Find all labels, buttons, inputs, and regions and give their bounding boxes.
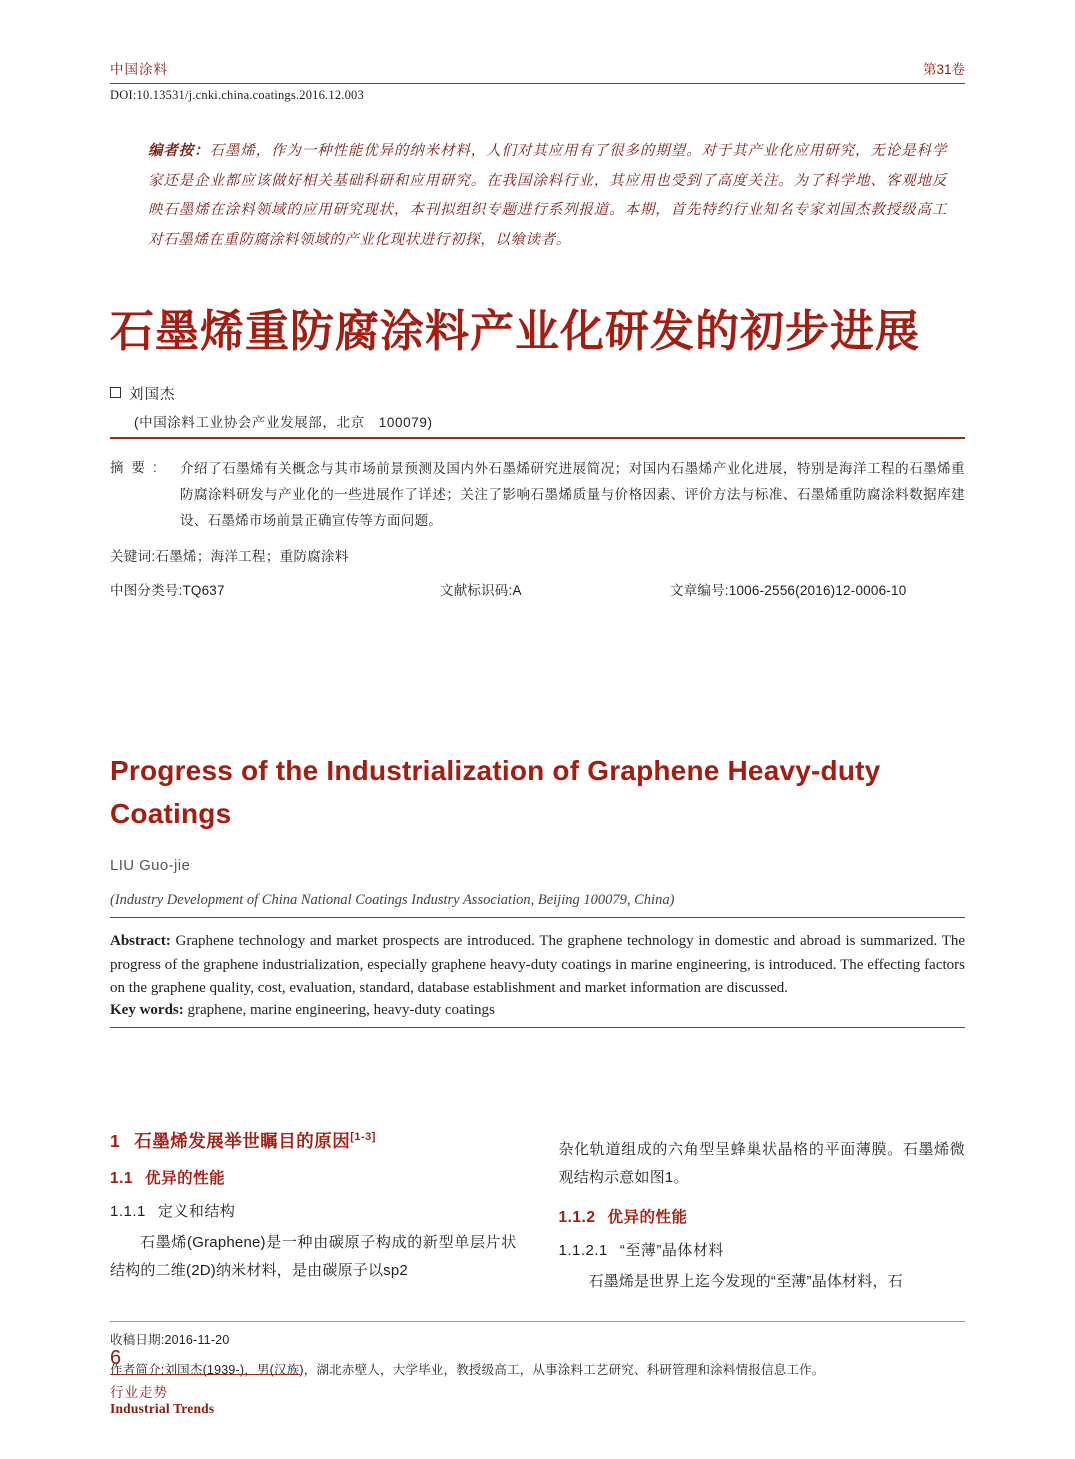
running-head-volume: 第31卷	[922, 62, 965, 77]
editor-note-label: 编者按：	[148, 143, 210, 159]
editor-note	[148, 137, 947, 256]
heading-1-1-2-text: 优异的性能	[607, 1208, 688, 1226]
footer-section-cn: 行业走势	[110, 1385, 168, 1400]
page-number: 6	[110, 1347, 122, 1369]
cn-abstract-text: 介绍了石墨烯有关概念与其市场前景预测及国内外石墨烯研究进展简况；对国内石墨烯产业化进展，特别是海洋工程的石墨烯重防腐涂料研发与产业化的一些进展作了详述；关注了影响石墨烯质量与价格因素、评价方法与标准、石墨烯重防腐涂料数据库建设、石墨烯市场前景正确宣传等方面问题。	[180, 460, 965, 529]
en-title: Progress of the Industrialization of Graphene Heavy-duty Coatings	[110, 754, 881, 829]
heading-1-1-1-number: 1.1.1	[110, 1203, 146, 1221]
cn-keywords-label: 关键词:	[110, 548, 156, 564]
paragraph-right-continued: 杂化轨道组成的六角型呈蜂巢状晶格的平面薄膜。石墨烯微观结构示意如图1。	[558, 1141, 965, 1186]
cn-keywords-text: 石墨烯；海洋工程；重防腐涂料	[155, 548, 349, 564]
doi-text: DOI:10.13531/j.cnki.china.coatings.2016.12.003	[110, 88, 364, 102]
page-title: 石墨烯重防腐涂料产业化研发的初步进展	[110, 306, 920, 356]
doccode-field	[440, 579, 670, 599]
cn-affiliation: (中国涂料工业协会产业发展部，北京 100079)	[134, 415, 433, 431]
en-keywords-text: graphene, marine engineering, heavy-duty coatings	[187, 1002, 495, 1019]
heading-1-text: 石墨烯发展举世瞩目的原因	[134, 1131, 351, 1152]
editor-note-text: 石墨烯，作为一种性能优异的纳米材料，人们对其应用有了很多的期望。对于其产业化应用研究，无论是科学家还是企业都应该做好相关基础科研和应用研究。在我国涂料行业，其应用也受到了高度关注。为了科学地、客观地反映石墨烯在涂料领域的应用研究现状，本刊拟组织专题进行系列报道。本期，首先特约行业知名专家刘国杰教授级高工对石墨烯在重防腐涂料领域的产业化现状进行初探，以飨读者。	[148, 143, 947, 249]
heading-1-1-1-text: 定义和结构	[157, 1203, 236, 1221]
running-head	[110, 58, 965, 81]
doccode-value: A	[512, 582, 522, 598]
cn-meta-row	[110, 579, 965, 599]
heading-1-number: 1	[110, 1131, 121, 1152]
doccode-label: 文献标识码:	[440, 582, 513, 598]
en-abstract	[110, 930, 965, 1000]
en-author: LIU Guo-jie	[110, 857, 191, 875]
header-divider	[110, 83, 965, 84]
heading-1-1-1	[110, 1200, 517, 1221]
body-column-left	[110, 1128, 517, 1295]
heading-1-1-2-1-text: “至薄”晶体材料	[619, 1241, 724, 1259]
heading-1-1-2-1-number: 1.1.2.1	[558, 1241, 608, 1259]
heading-1-reference: [1-3]	[350, 1131, 376, 1144]
square-bullet-icon	[110, 387, 121, 398]
clc-label: 中图分类号:	[110, 582, 183, 598]
paragraph-right: 石墨烯是世界上迄今发现的“至薄”晶体材料，石	[588, 1272, 903, 1290]
cn-author-name: 刘国杰	[129, 387, 176, 404]
en-keywords	[110, 1002, 965, 1019]
clc-value: TQ637	[182, 582, 225, 598]
heading-1-1-number: 1.1	[110, 1170, 134, 1188]
title-divider	[110, 437, 965, 439]
footer-section-en: Industrial Trends	[110, 1401, 215, 1416]
en-bottom-divider	[110, 1027, 965, 1028]
article-number-value: 1006-2556(2016)12-0006-10	[728, 582, 907, 598]
heading-1-1-text: 优异的性能	[145, 1170, 226, 1188]
cn-abstract	[110, 455, 965, 534]
english-block	[110, 749, 965, 1029]
heading-1-1-2	[559, 1205, 966, 1227]
en-affiliation: (Industry Development of China National Coatings Industry Association, Beijing 100079, China)	[110, 892, 675, 909]
en-keywords-label: Key words:	[110, 1002, 184, 1019]
footer-divider	[110, 1374, 300, 1375]
body-columns	[110, 1128, 965, 1295]
page-footer	[110, 1348, 410, 1417]
heading-1-1-2-1	[559, 1239, 966, 1260]
footnote-biography: 作者简介:刘国杰(1939-)，男(汉族)，湖北赤壁人，大学毕业，教授级高工，从事涂料工艺研究、科研管理和涂料情报信息工作。	[110, 1362, 825, 1377]
running-head-journal: 中国涂料	[110, 62, 168, 77]
en-divider	[110, 917, 965, 918]
heading-1-1	[110, 1166, 517, 1188]
page-content	[110, 58, 965, 1381]
cn-abstract-label: 摘要:	[110, 460, 165, 476]
article-number-field	[670, 579, 965, 599]
clc-field	[110, 579, 440, 599]
cn-author	[110, 383, 965, 404]
en-abstract-label: Abstract:	[110, 933, 171, 950]
article-number-label: 文章编号:	[670, 582, 729, 598]
heading-1-1-2-number: 1.1.2	[558, 1208, 596, 1226]
heading-1	[110, 1128, 517, 1153]
footnote-received: 收稿日期:2016-11-20	[110, 1333, 230, 1348]
paragraph-left: 石墨烯(Graphene)是一种由碳原子构成的新型单层片状结构的二维(2D)纳米材料，是由碳原子以sp2	[110, 1234, 517, 1279]
footnote-divider	[110, 1321, 965, 1322]
cn-keywords	[110, 545, 965, 565]
body-column-right	[559, 1128, 966, 1295]
en-abstract-text: Graphene technology and market prospects are introduced. The graphene technology in domestic and abroad is summarized. The progress of the graphene industrialization, especially graphene heavy-duty coatings in marine engineering, is introduced. The effecting factors on the graphene quality, cost, evaluation, standard, database establishment and market information are discussed.	[110, 933, 966, 996]
